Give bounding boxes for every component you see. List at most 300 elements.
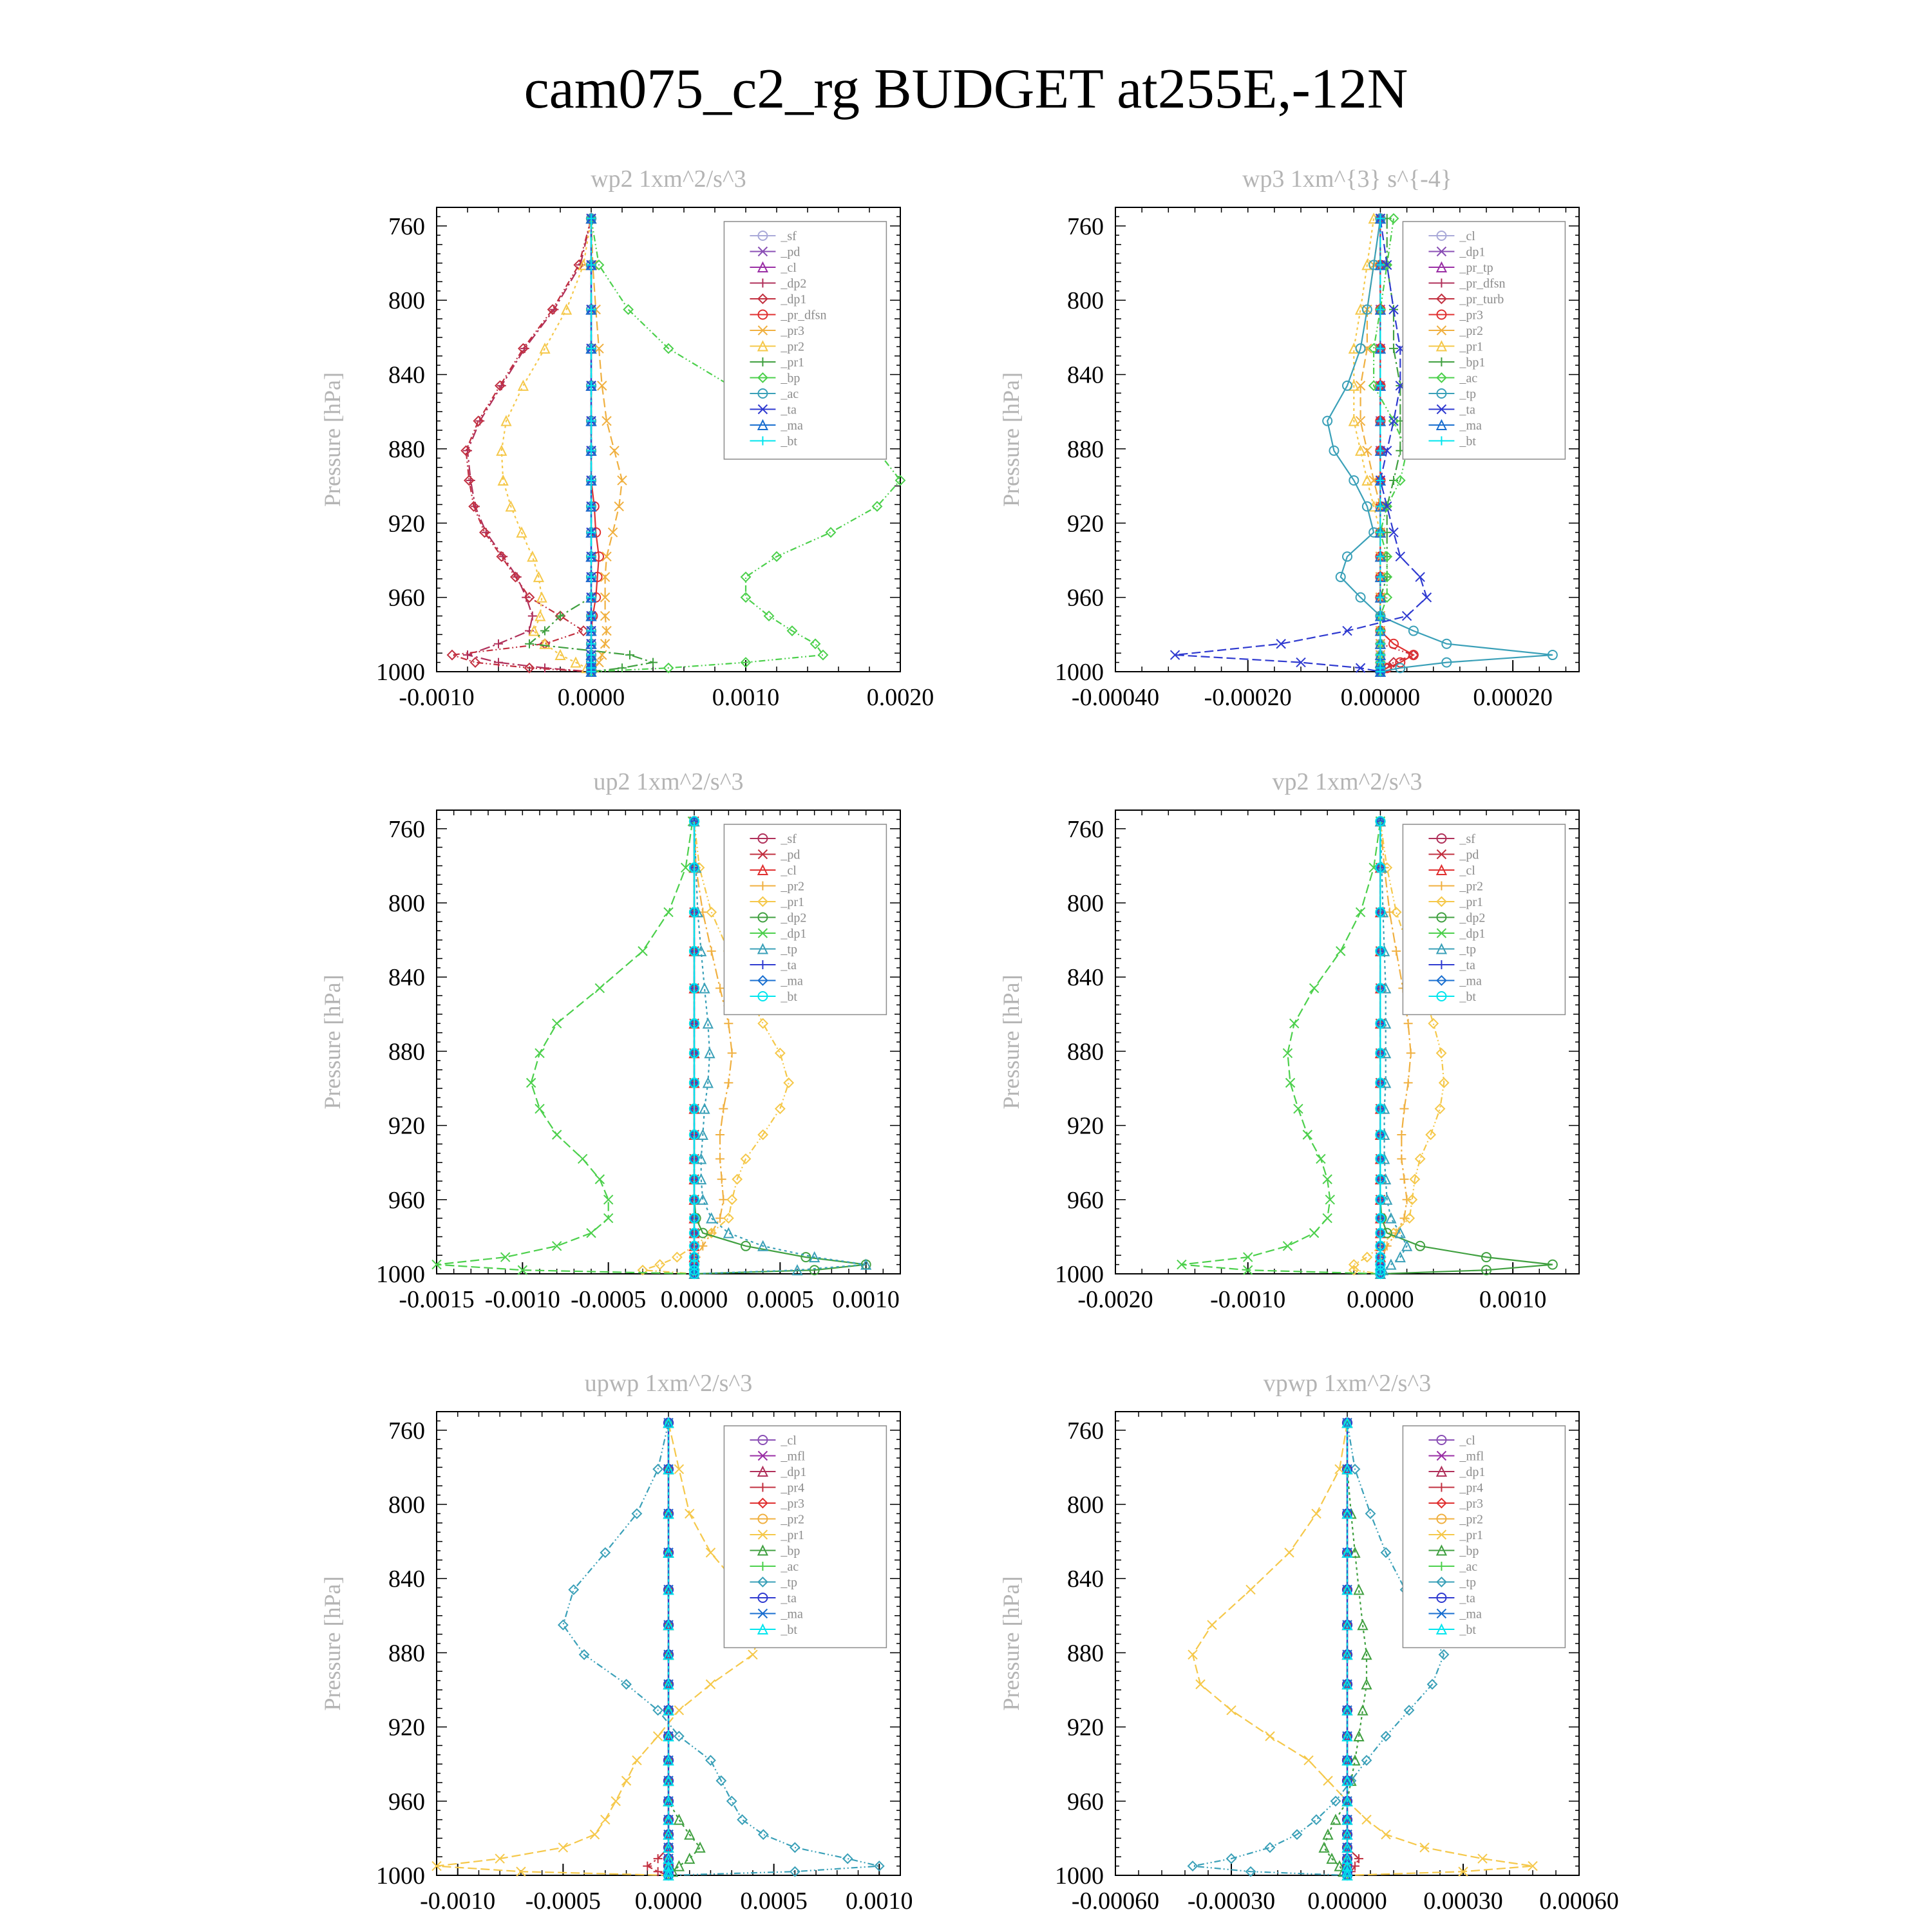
data-point [706,1680,715,1689]
data-point [1323,1776,1332,1785]
legend-entry: _tp [1459,1575,1476,1590]
chart-panel-2 [998,166,1579,711]
data-point [674,1862,683,1871]
y-tick-label: 920 [1067,1112,1104,1140]
data-point [819,650,828,659]
data-point [654,1732,663,1741]
data-point [715,1214,724,1223]
y-tick-label: 760 [1067,213,1104,240]
data-point [728,1048,737,1057]
data-point [518,381,527,390]
data-point [528,552,537,561]
x-tick-label: -0.0005 [571,1286,647,1313]
x-tick-label: -0.0010 [420,1888,496,1915]
y-tick-label: 1000 [376,1862,425,1889]
legend-entry: _sf [1459,832,1475,846]
series-pr1 [432,1418,768,1880]
y-tick-label: 800 [388,287,425,315]
legend-entry: _cl [1459,864,1475,878]
y-tick-label: 800 [388,1492,425,1519]
data-point [622,1776,631,1785]
data-point [759,1830,768,1839]
data-point [1403,611,1412,620]
legend-entry: _pr_turb [1459,292,1504,307]
legend-entry: _bp [781,371,800,386]
data-point [1416,573,1425,582]
data-point [601,1815,610,1824]
legend-entry: _sf [781,832,797,846]
data-point [1392,947,1401,956]
x-tick-label: -0.0010 [484,1286,560,1313]
y-tick-label: 760 [388,815,425,843]
legend-entry: _tp [781,942,797,957]
x-tick-label: -0.0010 [1210,1286,1286,1313]
data-point [1429,1019,1438,1028]
x-tick-label: 0.0010 [832,1286,900,1313]
data-point [1397,1154,1406,1163]
x-tick-label: 0.0020 [866,684,934,711]
legend-entry: _pr2 [1459,879,1484,894]
series-ta [1171,214,1432,676]
legend-entry: _ac [781,387,799,401]
legend-entry: _dp2 [781,276,807,291]
y-tick-label: 960 [1067,1186,1104,1214]
data-point [826,528,835,537]
legend-entry: _ma [781,419,803,433]
series-dp1 [448,214,596,676]
legend-entry: _dp1 [781,292,807,307]
y-tick-label: 1000 [1055,1261,1104,1288]
data-point [715,1130,724,1139]
data-point [715,1154,724,1163]
y-axis-label: Pressure [hPa] [998,1576,1024,1711]
legend-entry: _tp [1459,387,1476,401]
data-point [463,650,472,659]
chart-panel-5 [319,1370,913,1915]
data-point [528,611,537,620]
legend-entry: _dp1 [781,927,807,941]
series-bp [664,1418,705,1880]
series-line [647,1423,668,1875]
legend-entry: _dp2 [1459,911,1486,925]
data-point [656,1260,665,1269]
y-tick-label: 1000 [1055,1862,1104,1889]
series-bp [1320,1418,1371,1880]
data-point [1362,1815,1371,1824]
data-point [707,947,716,956]
y-tick-label: 920 [388,510,425,538]
data-point [1406,1048,1416,1057]
y-tick-label: 880 [1067,1038,1104,1066]
data-point [811,639,820,649]
data-point [553,1130,562,1139]
y-tick-label: 840 [388,1566,425,1593]
y-axis-label: Pressure [hPa] [998,974,1024,1110]
data-point [1285,1548,1294,1557]
data-point [632,1756,641,1765]
legend-entry: _pr4 [1459,1481,1484,1495]
y-tick-label: 920 [1067,1714,1104,1741]
data-point [674,1706,683,1715]
data-point [522,593,531,602]
data-point [724,1214,733,1223]
data-point [1196,1680,1205,1689]
data-point [706,1548,715,1557]
series-line [452,218,591,672]
data-point [1399,1104,1408,1113]
series-bt [690,817,699,1278]
legend-entry: _pr3 [1459,1497,1484,1511]
data-point [587,1229,596,1238]
x-tick-label: -0.0010 [399,684,475,711]
data-point [748,1650,757,1659]
data-point [1265,1843,1274,1852]
data-point [707,1214,716,1223]
legend-entry: _cl [781,261,797,275]
x-tick-label: 0.00030 [1423,1888,1503,1915]
legend-box [724,222,886,459]
data-point [1323,1214,1332,1223]
x-tick-label: -0.0005 [525,1888,601,1915]
legend-entry: _ta [781,958,797,972]
legend-entry: _bt [1459,990,1476,1004]
legend-entry: _tp [781,1575,797,1590]
page-title: cam075_c2_rg BUDGET at255E,-12N [524,58,1408,120]
data-point [1316,1154,1325,1163]
data-point [715,983,724,992]
data-point [611,1797,620,1806]
data-point [1320,1843,1329,1852]
x-tick-label: 0.0000 [660,1286,728,1313]
data-point [569,1585,578,1594]
legend-entry: _pr1 [1459,895,1484,909]
data-point [1399,1175,1408,1184]
y-tick-label: 960 [388,1186,425,1214]
data-point [741,593,750,602]
y-axis-label: Pressure [hPa] [319,1576,345,1711]
data-point [664,907,673,916]
data-point [1397,1130,1406,1139]
series-pr1 [1349,214,1385,676]
data-point [1304,1756,1313,1765]
x-tick-label: 0.0000 [557,684,625,711]
chart-panel-4 [998,768,1579,1313]
legend-entry: _sf [781,229,797,243]
y-tick-label: 840 [388,964,425,992]
panel-title: vpwp 1xm^2/s^3 [1263,1370,1432,1397]
legend-entry: _mfl [781,1449,806,1464]
legend-entry: _pr1 [781,355,805,370]
x-tick-label: -0.00040 [1071,684,1160,711]
data-point [775,1104,784,1113]
legend-entry: _cl [1459,229,1475,243]
data-point [724,1019,733,1028]
y-tick-label: 840 [1067,361,1104,389]
y-tick-label: 960 [1067,1788,1104,1815]
legend-entry: _cl [781,1434,797,1448]
legend-entry: _dp1 [1459,927,1486,941]
y-tick-label: 880 [1067,435,1104,463]
legend-entry: _pr1 [781,895,805,909]
legend-entry: _ma [1459,974,1482,989]
x-tick-label: -0.0020 [1077,1286,1153,1313]
y-tick-label: 800 [1067,1492,1104,1519]
data-point [674,1815,683,1824]
x-tick-label: -0.0015 [399,1286,475,1313]
y-tick-label: 960 [1067,584,1104,612]
y-axis-label: Pressure [hPa] [319,974,345,1110]
legend-entry: _pr_tp [1459,261,1493,275]
series-dp1 [432,817,699,1278]
y-tick-label: 960 [388,584,425,612]
y-tick-label: 800 [1067,287,1104,315]
series-line [591,218,622,672]
legend-entry: _pd [781,245,800,260]
legend-entry: _bp [1459,1544,1479,1558]
panel-title: up2 1xm^2/s^3 [593,768,744,795]
series-line [468,218,591,672]
chart-panel-1 [319,166,934,711]
data-point [1188,1862,1197,1871]
data-point [1188,1650,1197,1659]
series-line [1324,1423,1367,1875]
legend-entry: _pr2 [781,879,805,894]
legend-entry: _pr2 [781,339,805,354]
x-tick-label: 0.00060 [1539,1888,1619,1915]
data-point [527,1078,536,1087]
x-tick-label: 0.0000 [1347,1286,1414,1313]
legend-entry: _bp1 [1459,355,1486,370]
legend-entry: _ac [1459,1560,1478,1574]
y-tick-label: 880 [388,1640,425,1667]
data-point [1331,1815,1340,1824]
legend-entry: _ta [781,402,797,417]
legend-entry: _ma [781,1607,803,1622]
data-point [1435,1104,1444,1113]
data-point [590,1830,599,1839]
legend-entry: _ta [781,1591,797,1605]
legend-entry: _pr_dfsn [1459,276,1506,291]
data-point [494,658,503,667]
y-tick-label: 880 [1067,1640,1104,1667]
y-tick-label: 760 [388,213,425,240]
legend-entry: _dp1 [1459,1465,1486,1479]
y-tick-label: 760 [388,1417,425,1444]
legend-entry: _tp [1459,942,1476,957]
series-line [1182,821,1380,1274]
data-point [1227,1706,1236,1715]
x-tick-label: 0.0000 [634,1888,703,1915]
legend-entry: _cl [781,864,797,878]
data-point [595,983,604,992]
y-tick-label: 1000 [376,659,425,686]
x-tick-label: 0.00020 [1473,684,1553,711]
y-tick-label: 840 [388,361,425,389]
data-point [1246,1585,1255,1594]
data-point [1363,1253,1372,1262]
data-point [595,1175,604,1184]
x-tick-label: 0.0010 [712,684,780,711]
legend-entry: _pr1 [1459,1528,1484,1542]
legend-box [724,1426,886,1648]
data-point [1310,983,1319,992]
data-point [1404,1019,1413,1028]
series-line [437,821,694,1274]
data-point [609,528,618,537]
data-point [638,947,647,956]
legend-entry: _bt [1459,1623,1476,1637]
series-pr4 [1343,1418,1363,1880]
legend-entry: _ac [781,1560,799,1574]
legend-entry: _ma [1459,1607,1482,1622]
y-tick-label: 1000 [1055,659,1104,686]
data-point [625,650,634,659]
x-tick-label: 0.00000 [1340,684,1421,711]
series-line [591,218,599,672]
legend-entry: _pr3 [781,1497,805,1511]
data-point [1294,1104,1303,1113]
data-point [1208,1620,1217,1629]
y-tick-label: 920 [388,1714,425,1741]
panel-title: upwp 1xm^2/s^3 [584,1370,753,1397]
y-axis-label: Pressure [hPa] [319,372,345,507]
data-point [741,573,750,582]
y-tick-label: 800 [388,890,425,917]
y-tick-label: 840 [1067,964,1104,992]
x-tick-label: 0.0005 [746,1286,814,1313]
legend-entry: _pr2 [1459,324,1484,338]
data-point [759,1019,768,1028]
data-point [649,658,658,667]
legend-entry: _ma [1459,419,1482,433]
data-point [727,1797,736,1806]
legend-entry: _pr3 [1459,308,1484,323]
legend-entry: _dp1 [781,1465,807,1479]
data-point [494,639,503,649]
data-point [698,1242,707,1251]
y-tick-label: 880 [388,1038,425,1066]
panel-title: vp2 1xm^2/s^3 [1272,768,1423,795]
data-point [1312,1815,1321,1824]
x-tick-label: 0.0010 [1479,1286,1547,1313]
data-point [717,1175,726,1184]
x-tick-label: -0.00030 [1187,1888,1276,1915]
data-point [1416,1154,1425,1163]
data-point [1404,1078,1413,1087]
data-point [610,446,619,455]
series-line [1175,218,1427,672]
legend-entry: _ac [1459,371,1478,386]
legend-entry: _pr4 [781,1481,805,1495]
legend-entry: _pr1 [1459,339,1484,354]
y-tick-label: 1000 [376,1261,425,1288]
y-tick-label: 960 [388,1788,425,1815]
x-tick-label: 0.00000 [1307,1888,1387,1915]
data-point [558,1843,567,1852]
legend-entry: _ta [1459,402,1475,417]
chart-panel-3 [319,768,900,1313]
data-point [498,476,507,485]
data-point [1422,593,1431,602]
x-tick-label: 0.0005 [740,1888,808,1915]
data-point [1396,552,1405,561]
data-point [618,476,627,485]
legend-entry: _mfl [1459,1449,1484,1464]
data-point [784,1078,793,1087]
data-point [1389,476,1398,485]
legend-entry: _ta [1459,958,1475,972]
legend-entry: _pr3 [781,324,805,338]
y-tick-label: 760 [1067,815,1104,843]
data-point [724,1078,733,1087]
legend-box [1403,1426,1565,1648]
chart-panel-6 [998,1370,1619,1915]
y-tick-label: 880 [388,435,425,463]
data-point [1286,1078,1295,1087]
series-pr3 [587,214,627,676]
data-point [738,1815,747,1824]
legend-entry: _ta [1459,1591,1475,1605]
y-tick-label: 760 [1067,1417,1104,1444]
data-point [698,1195,707,1204]
data-point [1283,1242,1292,1251]
data-point [719,1195,728,1204]
data-point [1381,1830,1390,1839]
data-point [535,1104,544,1113]
data-point [1265,1732,1274,1741]
data-point [685,1854,694,1863]
legend-entry: _bp [781,1544,800,1558]
data-point [643,1862,652,1871]
legend-entry: _pd [1459,848,1479,862]
data-point [719,1104,728,1113]
y-tick-label: 920 [1067,510,1104,538]
panel-title: wp3 1xm^{3} s^{-4} [1242,166,1453,193]
legend-entry: _pr1 [781,1528,805,1542]
series-line [1347,1423,1359,1875]
data-point [558,1620,567,1629]
data-point [1387,1214,1396,1223]
data-point [685,1509,694,1518]
data-point [1310,1229,1319,1238]
data-point [1343,627,1352,636]
legend-entry: _pr_dfsn [781,308,827,323]
data-point [1303,1130,1312,1139]
data-point [535,1048,544,1057]
series-bt [1376,817,1385,1278]
legend-entry: _dp2 [781,911,807,925]
y-tick-label: 840 [1067,1566,1104,1593]
legend-entry: _bt [781,434,797,449]
series-dp1 [1177,817,1385,1278]
y-tick-label: 920 [388,1112,425,1140]
data-point [703,1019,712,1028]
x-tick-label: -0.00060 [1071,1888,1160,1915]
legend-entry: _bt [781,1623,797,1637]
data-point [1356,907,1365,916]
y-tick-label: 800 [1067,890,1104,917]
x-tick-label: 0.0010 [846,1888,913,1915]
legend-entry: _bt [1459,434,1476,449]
legend-entry: _pr2 [781,1512,805,1527]
legend-entry: _pr2 [1459,1512,1484,1527]
data-point [1336,947,1345,956]
series-pr_dfsn [587,214,603,676]
legend-entry: _ma [781,974,803,989]
legend-entry: _pd [781,848,800,862]
legend-entry: _bt [781,990,797,1004]
panel-title: wp2 1xm^2/s^3 [591,166,746,193]
